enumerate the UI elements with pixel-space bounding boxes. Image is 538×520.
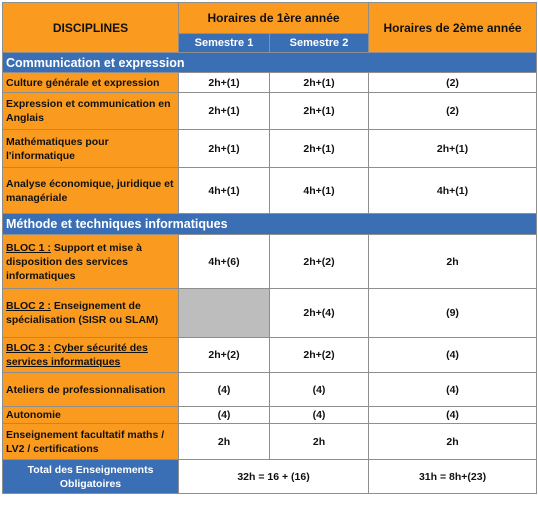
total-row xyxy=(3,460,537,494)
semester1-hours: 4h+(6) xyxy=(179,235,270,289)
table-row xyxy=(3,168,537,214)
discipline-cell xyxy=(3,289,179,338)
semester1-hours: 4h+(1) xyxy=(179,168,270,214)
discipline-name: Ateliers de professionnalisation xyxy=(3,373,179,407)
table-row xyxy=(3,407,537,424)
semester1-hours: 2h+(2) xyxy=(179,338,270,373)
table-row xyxy=(3,338,537,373)
discipline-name: Analyse économique, juridique et managériale xyxy=(3,168,179,214)
year2-hours: (2) xyxy=(369,93,537,130)
header-disciplines: DISCIPLINES xyxy=(3,3,179,53)
semester2-hours: 2h+(1) xyxy=(270,73,369,93)
bloc-label: BLOC 2 : xyxy=(6,300,51,312)
year2-hours: (2) xyxy=(369,73,537,93)
year2-hours: 2h xyxy=(369,424,537,460)
semester2-hours: 2h+(2) xyxy=(270,235,369,289)
discipline-name: Culture générale et expression xyxy=(3,73,179,93)
semester2-hours: 2h+(1) xyxy=(270,93,369,130)
bloc-label: BLOC 1 : xyxy=(6,241,51,254)
total-year2: 31h = 8h+(23) xyxy=(369,460,537,494)
header-semester1: Semestre 1 xyxy=(179,34,270,53)
discipline-name: Mathématiques pour l'informatique xyxy=(3,130,179,168)
discipline-name: Autonomie xyxy=(3,407,179,424)
year2-hours: (4) xyxy=(369,373,537,407)
semester2-hours: 2h+(1) xyxy=(270,130,369,168)
discipline-name: Cyber sécurité des services informatiques xyxy=(6,342,148,368)
discipline-cell xyxy=(3,338,179,373)
schedule-table xyxy=(2,2,537,494)
semester2-hours: 2h xyxy=(270,424,369,460)
semester1-hours: 2h+(1) xyxy=(179,73,270,93)
discipline-cell xyxy=(3,235,179,289)
discipline-name: Enseignement facultatif maths / LV2 / certifications xyxy=(3,424,179,460)
discipline-name: Enseignement de spécialisation (SISR ou SLAM) xyxy=(6,300,159,326)
total-year1: 32h = 16 + (16) xyxy=(179,460,369,494)
total-label: Total des Enseignements Obligatoires xyxy=(3,460,179,494)
semester2-hours: (4) xyxy=(270,407,369,424)
year2-hours: 4h+(1) xyxy=(369,168,537,214)
table-row xyxy=(3,130,537,168)
semester1-hours: (4) xyxy=(179,373,270,407)
year2-hours: (4) xyxy=(369,407,537,424)
year2-hours: (9) xyxy=(369,289,537,338)
semester1-hours: (4) xyxy=(179,407,270,424)
header-semester2: Semestre 2 xyxy=(270,34,369,53)
semester2-hours: 4h+(1) xyxy=(270,168,369,214)
semester1-hours: 2h xyxy=(179,424,270,460)
table-row xyxy=(3,73,537,93)
table-row xyxy=(3,93,537,130)
table-row xyxy=(3,235,537,289)
semester1-hours: 2h+(1) xyxy=(179,130,270,168)
section-title-communication: Communication et expression xyxy=(3,53,537,73)
discipline-name: Expression et communication en Anglais xyxy=(3,93,179,130)
semester2-hours: 2h+(4) xyxy=(270,289,369,338)
discipline-name: Support et mise à disposition des services informatiques xyxy=(6,241,142,282)
year2-hours: (4) xyxy=(369,338,537,373)
bloc-label: BLOC 3 : xyxy=(6,342,51,354)
table-row xyxy=(3,424,537,460)
table-row xyxy=(3,373,537,407)
table-row xyxy=(3,289,537,338)
year2-hours: 2h+(1) xyxy=(369,130,537,168)
semester2-hours: (4) xyxy=(270,373,369,407)
semester1-hours-empty xyxy=(179,289,270,338)
header-year1: Horaires de 1ère année xyxy=(179,3,369,34)
section-title-methods: Méthode et techniques informatiques xyxy=(3,214,537,235)
header-year2: Horaires de 2ème année xyxy=(369,3,537,53)
semester2-hours: 2h+(2) xyxy=(270,338,369,373)
semester1-hours: 2h+(1) xyxy=(179,93,270,130)
year2-hours: 2h xyxy=(369,235,537,289)
